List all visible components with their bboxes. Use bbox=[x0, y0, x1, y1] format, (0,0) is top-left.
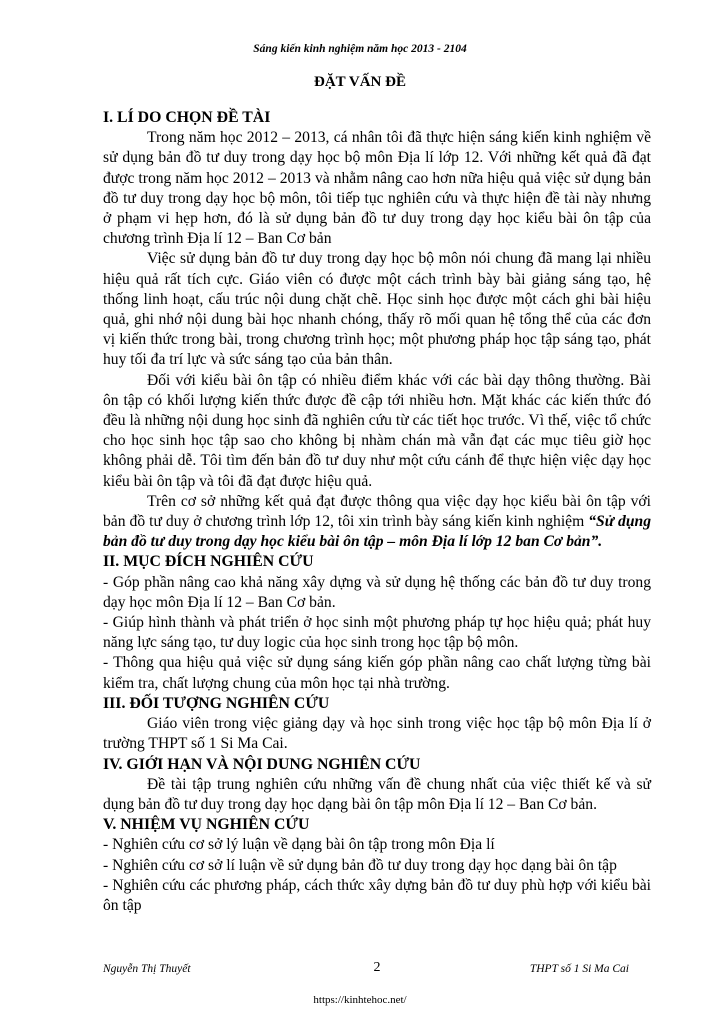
footer-author: Nguyễn Thị Thuyết bbox=[103, 963, 191, 975]
paragraph: Trong năm học 2012 – 2013, cá nhân tôi đã thực hiện sáng kiến kinh nghiệm về sử dụng bản đồ tư duy trong dạy học bộ môn Địa lí lớp 12. Với những kết quả đã đạt được trong năm học 2012 – 2013 và nhằm nâng cao hơn nữa hiệu quả việc sử dụng bản đồ tư duy trong dạy học bộ môn, tôi tiếp tục nghiên cứu và thực hiện đề tài này nhưng ở phạm vi hẹp hơn, đó là sử dụng bản đồ tư duy trong dạy học kiểu bài ôn tập của chương trình Địa lí 12 – Ban Cơ bản bbox=[103, 129, 651, 248]
bullet-item: - Nghiên cứu cơ sở lí luận về sử dụng bản đồ tư duy trong dạy học dạng bài ôn tập bbox=[103, 856, 617, 874]
source-url[interactable]: https://kinhtehoc.net/ bbox=[313, 994, 407, 1006]
section-heading-5: V. NHIỆM VỤ NGHIÊN CỨU bbox=[103, 816, 310, 834]
page-footer bbox=[103, 960, 651, 980]
page-title: ĐẶT VẤN ĐỀ bbox=[314, 74, 406, 90]
paragraph-text: Trên cơ sở những kết quả đạt được thông qua việc dạy học kiểu bài ôn tập với bản đồ tư duy ở chương trình lớp 12, tôi xin trình bày sáng kiến kinh nghiệm bbox=[103, 492, 651, 531]
bullet-item: - Giúp hình thành và phát triển ở học sinh một phương pháp tự học hiệu quả; phát huy năng lực sáng tạo, tư duy logic của học sinh trong học tập bộ môn. bbox=[103, 614, 651, 652]
paragraph: Đề tài tập trung nghiên cứu những vấn đề chung nhất của việc thiết kế và sử dụng bản đồ tư duy trong dạy học dạng bài ôn tập môn Địa lí 12 – Ban Cơ bản. bbox=[103, 775, 651, 813]
initiative-title: “Sử dụng bản đồ tư duy trong dạy học kiểu bài ôn tập – môn Địa lí lớp 12 ban Cơ bản”. bbox=[103, 513, 651, 551]
document-body bbox=[103, 108, 651, 916]
paragraph: Việc sử dụng bản đồ tư duy trong dạy học bộ môn nói chung đã mang lại nhiều hiệu quả rất tích cực. Giáo viên có được một cách trình bày bài giảng sáng tạo, hệ thống linh hoạt, cấu trúc nội dung chặt chẽ. Học sinh học được một cách ghi bài hiệu quả, ghi nhớ nội dung bài học nhanh chóng, thấy rõ mối quan hệ tổng thể của các đơn vị kiến thức trong bài, trong chương trình học; một phương pháp học tập sáng tạo, phát huy tối đa trí lực và sức sáng tạo của bản thân. bbox=[103, 250, 651, 369]
bullet-item: - Góp phần nâng cao khả năng xây dựng và sử dụng hệ thống các bản đồ tư duy trong dạy học môn Địa lí 12 – Ban Cơ bản. bbox=[103, 573, 651, 611]
paragraph: Giáo viên trong việc giảng dạy và học sinh trong việc học tập bộ môn Địa lí ở trường THPT số 1 Si Ma Cai. bbox=[103, 715, 651, 753]
section-heading-4: IV. GIỚI HẠN VÀ NỘI DUNG NGHIÊN CỨU bbox=[103, 755, 421, 773]
footer-school: THPT số 1 Si Ma Cai bbox=[529, 963, 629, 975]
page-number: 2 bbox=[373, 960, 381, 975]
paragraph bbox=[103, 492, 651, 553]
section-heading-2: II. MỤC ĐÍCH NGHIÊN CỨU bbox=[103, 553, 314, 571]
bullet-item: - Nghiên cứu các phương pháp, cách thức xây dựng bản đồ tư duy phù hợp với kiểu bài ôn tập bbox=[103, 876, 651, 914]
section-heading-1: I. LÍ DO CHỌN ĐỀ TÀI bbox=[103, 109, 271, 126]
paragraph: Đối với kiểu bài ôn tập có nhiều điểm khác với các bài dạy thông thường. Bài ôn tập có khối lượng kiến thức được đề cập tới nhiều hơn. Mặt khác các kiến thức đó đều là những nội dung học sinh đã nghiên cứu từ các tiết học trước. Vì thế, việc tổ chức cho học sinh học tập sao cho không bị nhàm chán mà vẫn đạt các mục tiêu giờ học không phải dễ. Tôi tìm đến bản đồ tư duy như một cứu cánh để thực hiện việc dạy học kiểu bài ôn tập và tôi đã đạt được hiệu quả. bbox=[103, 371, 651, 490]
bullet-item: - Thông qua hiệu quả việc sử dụng sáng kiến góp phần nâng cao chất lượng từng bài kiểm tra, chất lượng chung của môn học tại nhà trường. bbox=[103, 654, 651, 692]
running-header: Sáng kiến kinh nghiệm năm học 2013 - 2104 bbox=[253, 43, 467, 55]
section-heading-3: III. ĐỐI TƯỢNG NGHIÊN CỨU bbox=[103, 694, 330, 712]
bullet-item: - Nghiên cứu cơ sở lý luận về dạng bài ôn tập trong môn Địa lí bbox=[103, 836, 495, 854]
